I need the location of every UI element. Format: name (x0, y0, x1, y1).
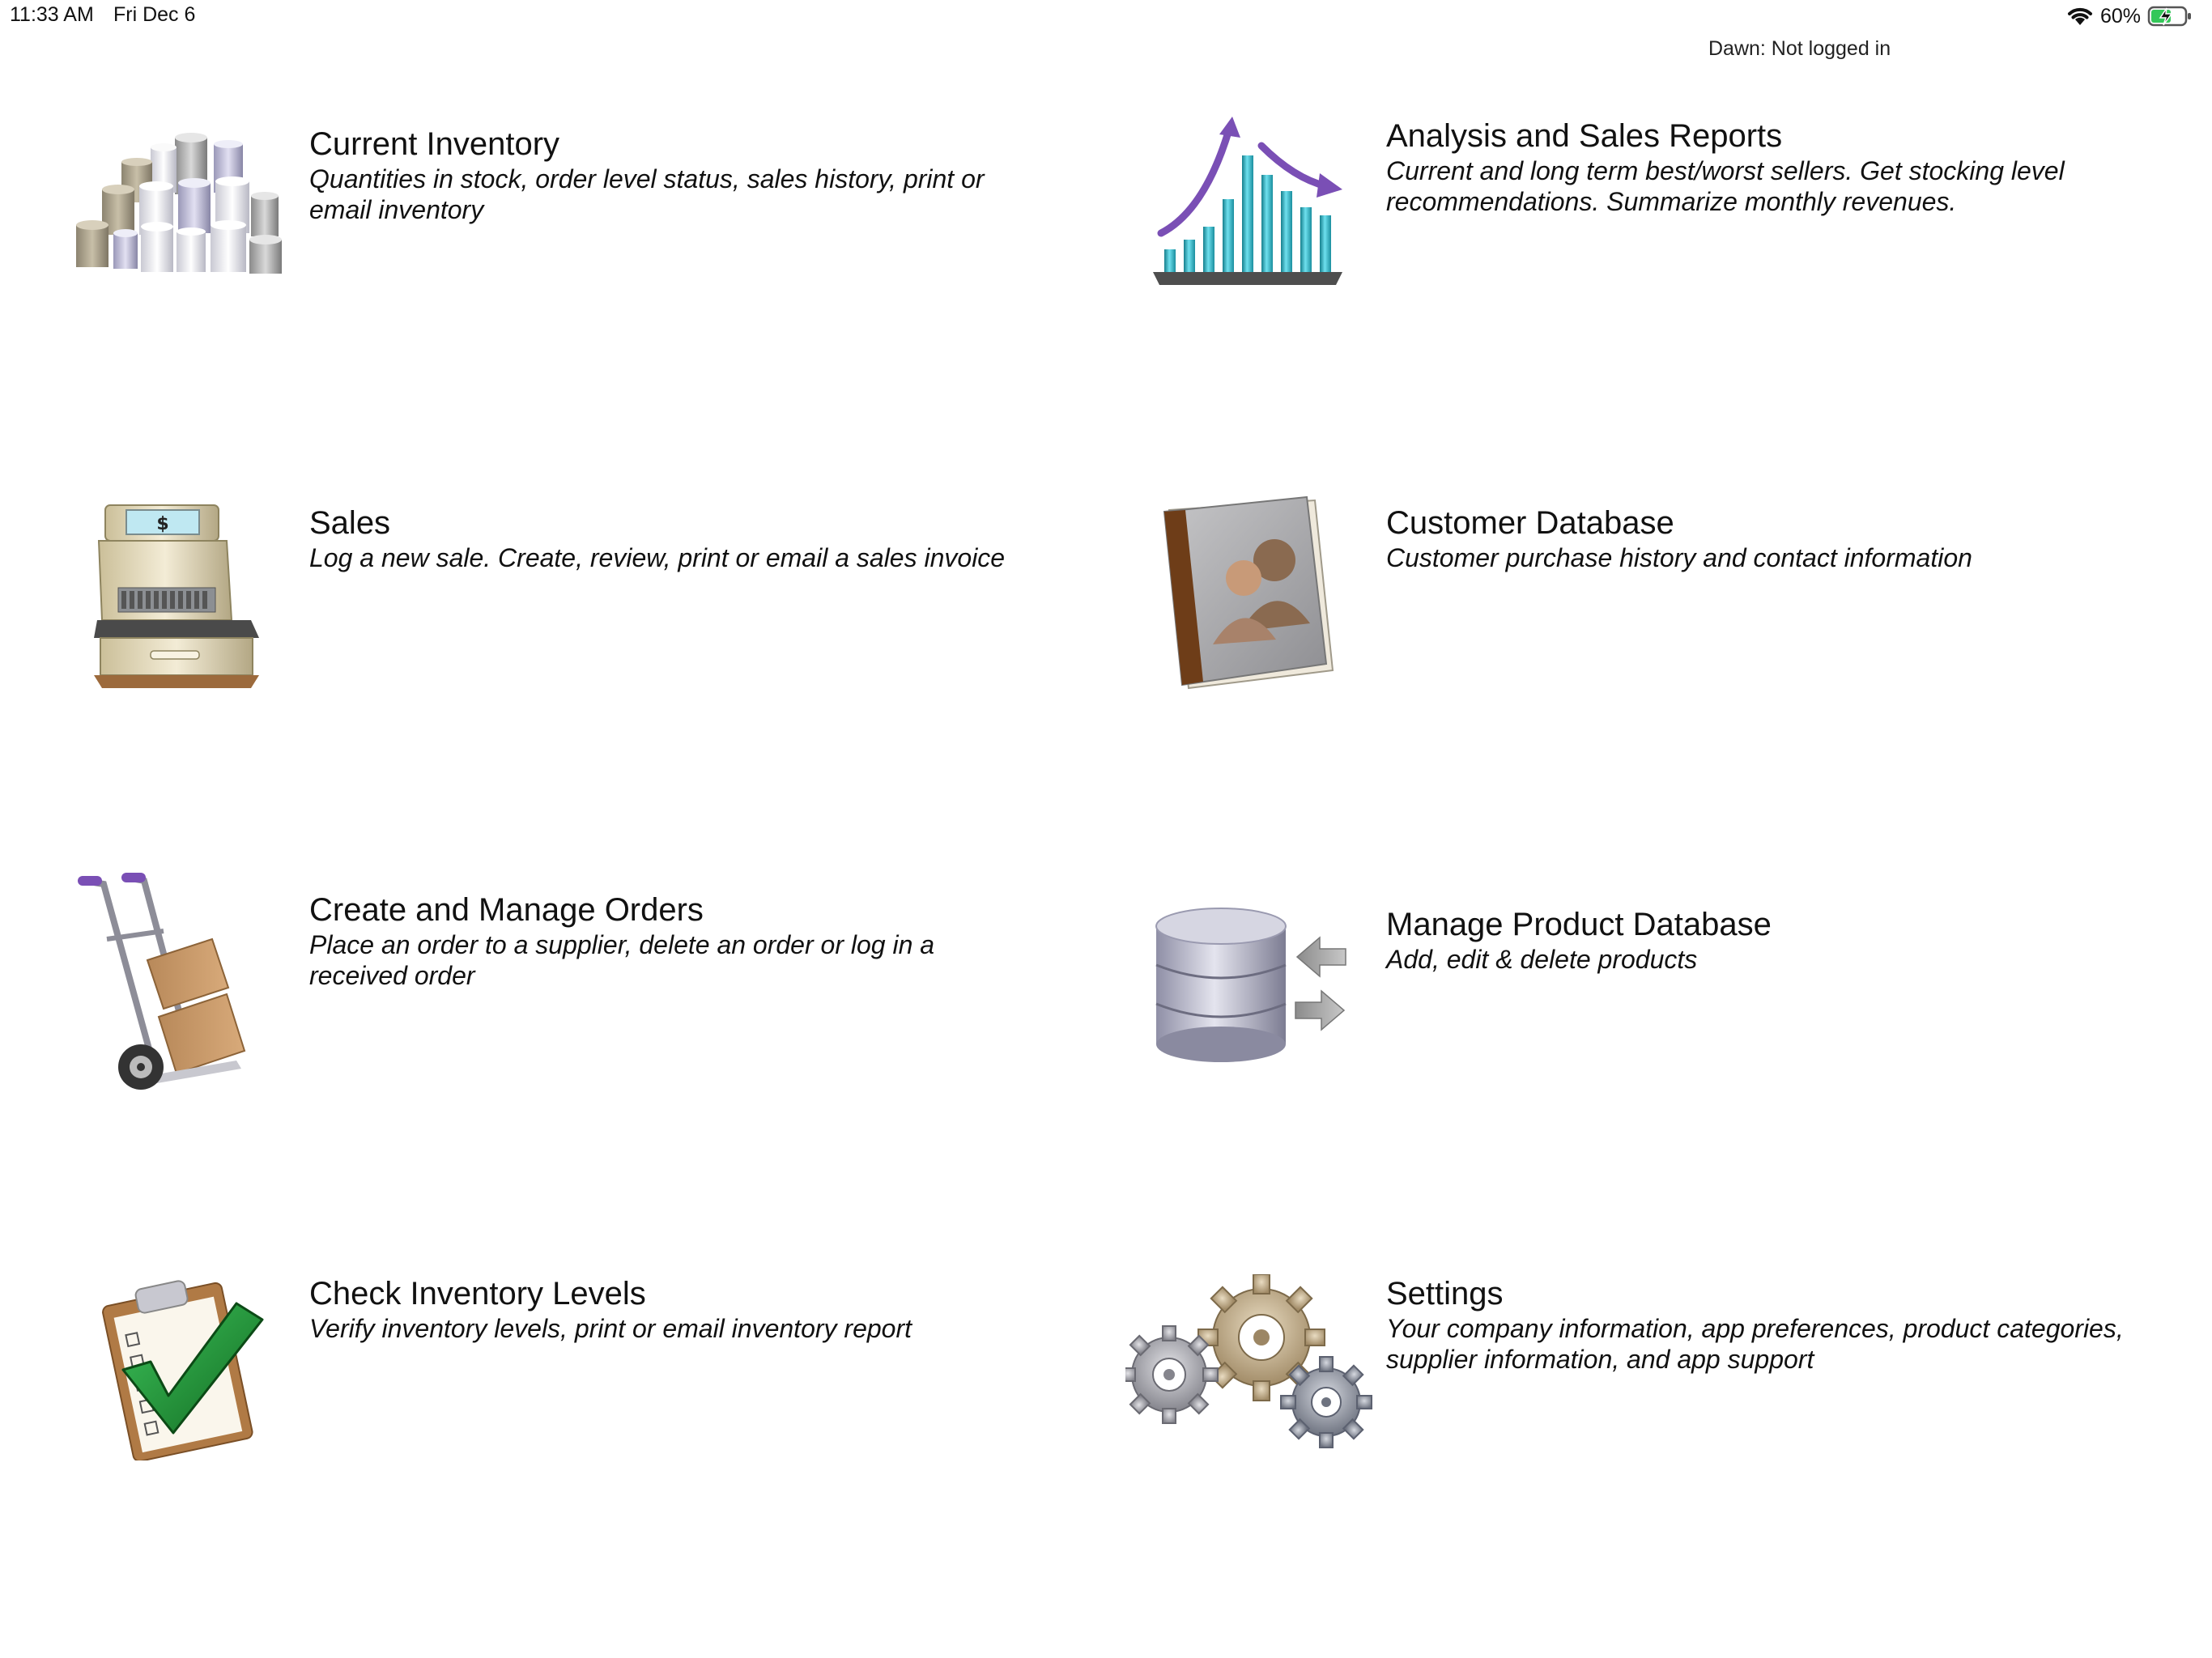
status-time: 11:33 AM (10, 3, 94, 26)
menu-title: Manage Product Database (1386, 907, 1772, 942)
menu-title: Analysis and Sales Reports (1386, 118, 1783, 154)
menu-description: Current and long term best/worst sellers. Get stocking level recommendations. Summarize monthly revenues. (1386, 156, 2065, 216)
menu-current-inventory[interactable] (65, 113, 1053, 300)
battery-percent: 60% (2099, 4, 2141, 28)
menu-title: Check Inventory Levels (309, 1276, 646, 1312)
bar-chart-icon (1148, 113, 1351, 291)
hand-truck-icon (74, 866, 293, 1109)
status-date: Fri Dec 6 (113, 3, 196, 26)
menu-settings[interactable] (1109, 1263, 2186, 1473)
battery-charging-icon (2147, 5, 2193, 28)
menu-title: Current Inventory (309, 126, 560, 162)
wifi-icon (2066, 6, 2094, 27)
menu-customer-database[interactable] (1142, 494, 2186, 712)
menu-sales[interactable] (65, 494, 1053, 704)
menu-description: Quantities in stock, order level status, sales history, print or email inventory (309, 164, 985, 224)
menu-description: Your company information, app preferences, product categories, supplier information, and app support (1386, 1314, 2124, 1374)
gears-icon (1125, 1274, 1376, 1452)
database-icon (1153, 907, 1355, 1069)
menu-description: Customer purchase history and contact information (1386, 543, 1972, 572)
menu-create-manage-orders[interactable] (65, 858, 1053, 1101)
menu-description: Log a new sale. Create, review, print or email a sales invoice (309, 543, 1006, 572)
cash-register-icon (89, 500, 267, 695)
inventory-cylinders-icon (71, 121, 290, 283)
status-indicators (2066, 3, 2193, 29)
address-book-icon (1153, 494, 1347, 704)
menu-description: Add, edit & delete products (1386, 945, 1698, 974)
status-bar (0, 0, 2212, 36)
menu-title: Customer Database (1386, 505, 1674, 541)
menu-title: Create and Manage Orders (309, 892, 704, 928)
svg-text:$: $ (156, 514, 169, 534)
menu-manage-product-database[interactable] (1142, 899, 2186, 1085)
clipboard-check-icon (84, 1274, 270, 1460)
menu-title: Settings (1386, 1276, 1504, 1312)
menu-analysis-sales-reports[interactable] (1142, 105, 2186, 300)
menu-description: Verify inventory levels, print or email inventory report (309, 1314, 912, 1343)
menu-check-inventory-levels[interactable] (65, 1263, 1053, 1473)
user-login-status: Dawn: Not logged in (1708, 37, 1891, 60)
menu-title: Sales (309, 505, 391, 541)
menu-description: Place an order to a supplier, delete an order or log in a received order (309, 930, 935, 990)
